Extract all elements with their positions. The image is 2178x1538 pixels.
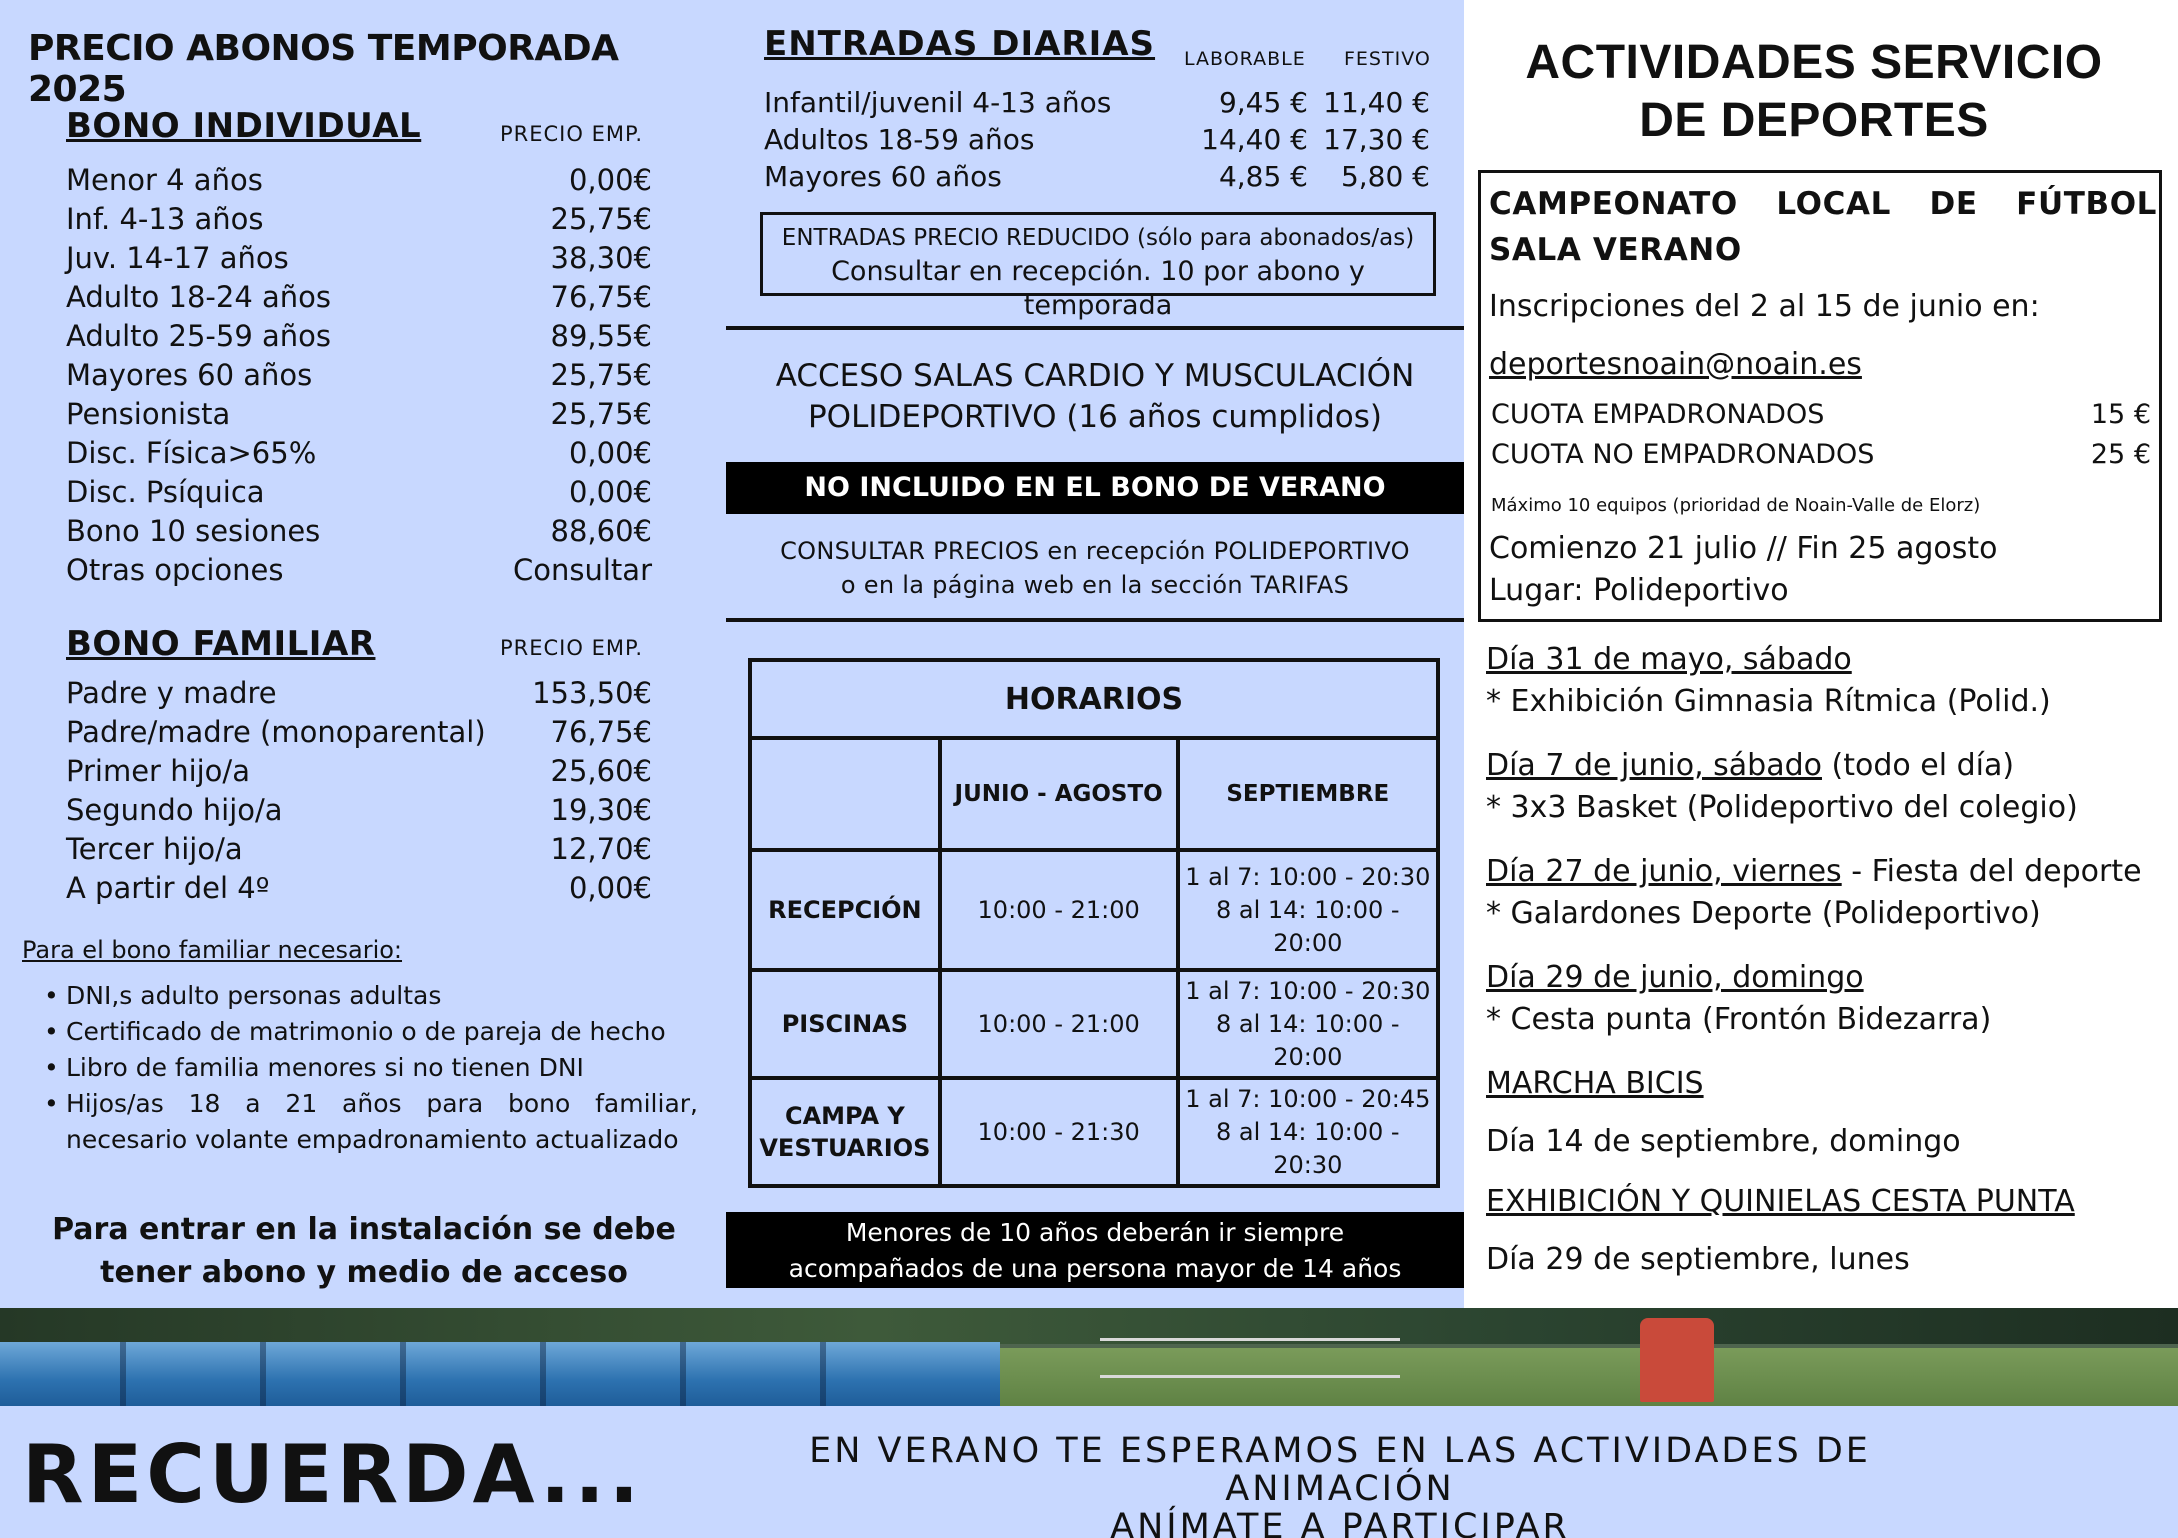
kiosk xyxy=(1640,1318,1714,1402)
event-date: Día 7 de junio, sábado (todo el día) xyxy=(1486,748,2015,783)
price-row: Inf. 4-13 años 25,75€ xyxy=(66,202,652,236)
actividades-panel xyxy=(1464,0,2178,1308)
max-teams-note: Máximo 10 equipos (prioridad de Noain-Valle de Elorz) xyxy=(1491,495,1981,516)
trees xyxy=(0,1308,2178,1344)
price-row: Bono 10 sesiones 88,60€ xyxy=(66,514,652,548)
price-row: Segundo hijo/a 19,30€ xyxy=(66,793,652,827)
abonos-panel xyxy=(0,0,726,1308)
divider xyxy=(726,326,1464,330)
pool-lane xyxy=(260,1342,266,1406)
table-row: Infantil/juvenil 4-13 años 9,45 € 11,40 € xyxy=(764,86,1430,119)
event-date: Día 27 de junio, viernes - Fiesta del deporte xyxy=(1486,854,2142,889)
minors-note: Menores de 10 años deberán ir siempre acompañados de una persona mayor de 14 años xyxy=(726,1212,1464,1288)
price-row: Adulto 18-24 años 76,75€ xyxy=(66,280,652,314)
price-row: Disc. Física>65% 0,00€ xyxy=(66,436,652,470)
price-row: Otras opciones Consultar xyxy=(66,553,652,587)
bono-individual-heading: BONO INDIVIDUAL xyxy=(66,106,422,146)
list-item: • Libro de familia menores si no tienen DNI xyxy=(38,1050,698,1086)
pool-lane xyxy=(820,1342,826,1406)
campeonato-place: Lugar: Polideportivo xyxy=(1489,573,1789,608)
reduced-line-2: Consultar en recepción. 10 por abono y temporada xyxy=(831,256,1365,321)
table-row: PISCINAS 10:00 - 21:00 1 al 7: 10:00 - 20:30 8 al 14: 10:00 - 20:00 xyxy=(750,970,1438,1078)
price-row: Padre/madre (monoparental) 76,75€ xyxy=(66,715,652,749)
price-row: Mayores 60 años 25,75€ xyxy=(66,358,652,392)
event-desc: * Galardones Deporte (Polideportivo) xyxy=(1486,896,2041,931)
abonos-title: PRECIO ABONOS TEMPORADA 2025 xyxy=(28,28,619,110)
price-row: Menor 4 años 0,00€ xyxy=(66,163,652,197)
laborable-col-label: LABORABLE xyxy=(1184,48,1306,70)
entradas-heading: ENTRADAS DIARIAS xyxy=(764,24,1156,64)
horarios-title: HORARIOS xyxy=(750,660,1438,738)
pool-photo xyxy=(0,1308,2178,1406)
price-row: Juv. 14-17 años 38,30€ xyxy=(66,241,652,275)
bono-familiar-list xyxy=(66,674,652,908)
bono-individual-list xyxy=(66,161,652,590)
price-row: Padre y madre 153,50€ xyxy=(66,676,652,710)
pool-lane xyxy=(540,1342,546,1406)
reduced-price-box xyxy=(760,212,1436,321)
festivo-col-label: FESTIVO xyxy=(1344,48,1431,70)
table-row: CAMPA Y VESTUARIOS 10:00 - 21:30 1 al 7: 10:00 - 20:45 8 al 14: 10:00 - 20:30 xyxy=(750,1078,1438,1186)
price-row: Adulto 25-59 años 89,55€ xyxy=(66,319,652,353)
row-header: RECEPCIÓN xyxy=(750,850,940,970)
fee-row: CUOTA NO EMPADRONADOS 25 € xyxy=(1491,439,2151,470)
price-row: A partir del 4º 0,00€ xyxy=(66,871,652,905)
list-item: • Hijos/as 18 a 21 años para bono familiar, necesario volante empadronamiento actualizado xyxy=(38,1086,698,1158)
swimming-pool xyxy=(0,1342,1000,1406)
campeonato-box xyxy=(1478,170,2162,622)
pool-lane xyxy=(120,1342,126,1406)
price-row: Tercer hijo/a 12,70€ xyxy=(66,832,652,866)
empty-header-cell xyxy=(750,738,940,850)
price-row: Pensionista 25,75€ xyxy=(66,397,652,431)
summer-message: EN VERANO TE ESPERAMOS EN LAS ACTIVIDADES DE ANIMACIÓN ANÍMATE A PARTICIPAR xyxy=(809,1431,1871,1538)
table-row: Adultos 18-59 años 14,40 € 17,30 € xyxy=(764,123,1430,156)
table-row: RECEPCIÓN 10:00 - 21:00 1 al 7: 10:00 - 20:30 8 al 14: 10:00 - 20:00 xyxy=(750,850,1438,970)
bono-familiar-col-label: PRECIO EMP. xyxy=(500,636,644,660)
event-desc: * Cesta punta (Frontón Bidezarra) xyxy=(1486,1002,1992,1037)
pool-lane xyxy=(680,1342,686,1406)
inscripciones-text: Inscripciones del 2 al 15 de junio en: xyxy=(1489,289,2040,324)
price-row: Primer hijo/a 25,60€ xyxy=(66,754,652,788)
row-header: CAMPA Y VESTUARIOS xyxy=(750,1078,940,1186)
not-included-banner: NO INCLUIDO EN EL BONO DE VERANO xyxy=(726,462,1464,514)
event-date: Día 29 de septiembre, lunes xyxy=(1486,1242,1910,1277)
event-date: Día 31 de mayo, sábado xyxy=(1486,642,1852,677)
bono-familiar-heading: BONO FAMILIAR xyxy=(66,624,376,664)
actividades-title: ACTIVIDADES SERVICIO DE DEPORTES xyxy=(1525,36,2103,147)
reduced-line-1: ENTRADAS PRECIO REDUCIDO (sólo para abonados/as) xyxy=(781,225,1415,251)
entry-note: Para entrar en la instalación se debe tener abono y medio de acceso xyxy=(52,1212,676,1290)
list-item: • DNI,s adulto personas adultas xyxy=(38,978,698,1014)
divider xyxy=(726,618,1464,622)
event-desc: * Exhibición Gimnasia Rítmica (Polid.) xyxy=(1486,684,2051,719)
event-title: MARCHA BICIS xyxy=(1486,1066,1704,1101)
col-septiembre: SEPTIEMBRE xyxy=(1178,738,1438,850)
list-item: • Certificado de matrimonio o de pareja de hecho xyxy=(38,1014,698,1050)
entradas-panel xyxy=(726,0,1464,1308)
campeonato-title: CAMPEONATO LOCAL DE FÚTBOL SALA VERANO xyxy=(1489,186,2157,268)
pool-lane xyxy=(400,1342,406,1406)
event-date: Día 29 de junio, domingo xyxy=(1486,960,1864,995)
row-header: PISCINAS xyxy=(750,970,940,1078)
horarios-table xyxy=(748,658,1440,1188)
event-date: Día 14 de septiembre, domingo xyxy=(1486,1124,1961,1159)
reminder-band xyxy=(0,1406,2178,1538)
consult-prices: CONSULTAR PRECIOS en recepción POLIDEPORTIVO o en la página web en la sección TARIFAS xyxy=(780,537,1410,599)
fence xyxy=(1100,1338,1400,1378)
col-junio-agosto: JUNIO - AGOSTO xyxy=(940,738,1178,850)
bono-individual-col-label: PRECIO EMP. xyxy=(500,122,644,146)
requirements-list xyxy=(38,978,698,1158)
price-row: Disc. Psíquica 0,00€ xyxy=(66,475,652,509)
fee-row: CUOTA EMPADRONADOS 15 € xyxy=(1491,399,2151,430)
event-desc: * 3x3 Basket (Polideportivo del colegio) xyxy=(1486,790,2078,825)
recuerda-heading: RECUERDA... xyxy=(22,1428,644,1521)
cardio-access: ACCESO SALAS CARDIO Y MUSCULACIÓN POLIDEPORTIVO (16 años cumplidos) xyxy=(775,358,1415,435)
email-link[interactable]: deportesnoain@noain.es xyxy=(1489,347,1862,382)
entradas-list xyxy=(764,84,1464,195)
requirements-heading: Para el bono familiar necesario: xyxy=(22,936,403,964)
table-row: Mayores 60 años 4,85 € 5,80 € xyxy=(764,160,1430,193)
event-title: EXHIBICIÓN Y QUINIELAS CESTA PUNTA xyxy=(1486,1184,2075,1219)
campeonato-dates: Comienzo 21 julio // Fin 25 agosto xyxy=(1489,531,1998,566)
